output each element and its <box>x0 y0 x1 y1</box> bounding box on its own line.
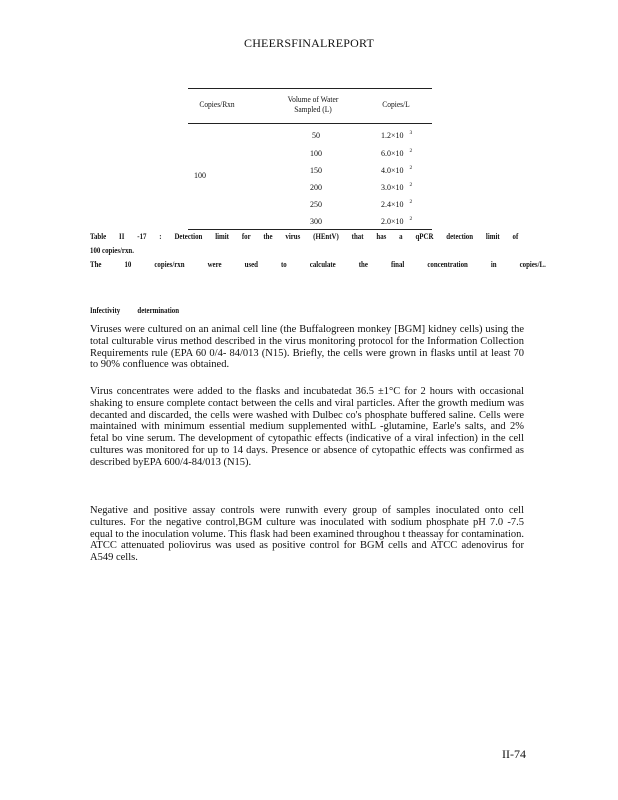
table-row-copies-l <box>381 166 412 177</box>
copies-l-exponent: 3 <box>409 130 413 136</box>
table-row-volume: 300 <box>310 217 322 226</box>
table-row-copies-l <box>381 217 412 228</box>
table-header-rule <box>188 123 432 124</box>
copies-l-exponent: 2 <box>409 165 413 171</box>
body-paragraph: Virus concentrates were added to the flasks and incubatedat 36.5 ±1°C for 2 hours with occasional shaking to ensure complete contact between the cells and viral particles. After the growth medium was decanted and discarded, the cells were washed with Dulbec co's phosphate buffered saline. Cells were maintained with minimum essential medium supplemented withL -glutamine, Earle's salts, and 2% fetal bo vine serum. The development of cytopathic effects (indicative of a viral infection) in the cell cultures was monitored for up to 14 days. Presence or absence of cytopathic effects was confirmed as described byEPA 600/4-84/013 (N15). <box>90 386 524 468</box>
table-row-copies-l <box>381 200 412 211</box>
copies-l-mantissa: 6.0×10 <box>381 149 404 158</box>
copies-l-exponent: 2 <box>409 216 413 222</box>
table-top-rule <box>188 88 432 89</box>
copies-l-mantissa: 4.0×10 <box>381 166 404 175</box>
table-row-volume: 150 <box>310 166 322 175</box>
copies-l-mantissa: 3.0×10 <box>381 183 404 192</box>
table-row-volume: 200 <box>310 183 322 192</box>
table-caption-line: Table II -17 : Detection limit for the virus (HEntV) that has a qPCR detection limit of <box>90 232 519 241</box>
column-header-volume-line1: Volume of Water <box>287 94 339 104</box>
body-paragraph: Viruses were cultured on an animal cell line (the Buffalogreen monkey [BGM] kidney cells) using the total culturable virus method described in the virus monitoring protocol for the Information Collection Requirements rule (EPA 60 0/4- 84/013 (N15). Briefly, the cells were grown in flasks until at least 70 to 90% confluence was obtained. <box>90 324 524 371</box>
copies-l-exponent: 2 <box>409 148 413 154</box>
copies-l-mantissa: 1.2×10 <box>381 131 404 140</box>
body-paragraph: Negative and positive assay controls were runwith every group of samples inoculated onto cell cultures. For the negative control,BGM culture was inoculated with sodium phosphate pH 7.0 -7.5 equal to the inoculation volume. This flask had been examined throughou t theassay for contamination. ATCC attenuated poliovirus was used as positive control for BGM cells and ATCC adenovirus for A549 cells. <box>90 505 524 564</box>
table-row-volume: 250 <box>310 200 322 209</box>
table-bottom-rule <box>188 229 432 230</box>
copies-l-mantissa: 2.0×10 <box>381 217 404 226</box>
table-caption-line: The 10 copies/rxn were used to calculate the final concentration in copies/L. <box>90 260 546 269</box>
page-number: II-74 <box>502 747 526 761</box>
copies-l-mantissa: 2.4×10 <box>381 200 404 209</box>
report-header-title: CHEERSFINALREPORT <box>243 36 375 50</box>
table-row-copies-l <box>381 131 412 142</box>
detection-limit-table <box>188 88 432 230</box>
column-header-copies-l: Copies/L <box>382 99 410 109</box>
section-heading: Infectivity determination <box>90 306 180 315</box>
table-row-volume: 100 <box>310 149 322 158</box>
table-row-volume: 50 <box>312 131 320 140</box>
table-row-copies-l <box>381 183 412 194</box>
copies-l-exponent: 2 <box>409 182 413 188</box>
table-row-copies-l <box>381 149 412 160</box>
column-header-volume <box>273 94 352 114</box>
column-header-volume-line2: Sampled (L) <box>294 104 332 114</box>
copies-l-exponent: 2 <box>409 199 413 205</box>
column-header-copies-rxn: Copies/Rxn <box>199 99 235 109</box>
copies-rxn-value: 100 <box>194 171 206 180</box>
table-caption-line: 100 copies/rxn. <box>90 246 134 255</box>
